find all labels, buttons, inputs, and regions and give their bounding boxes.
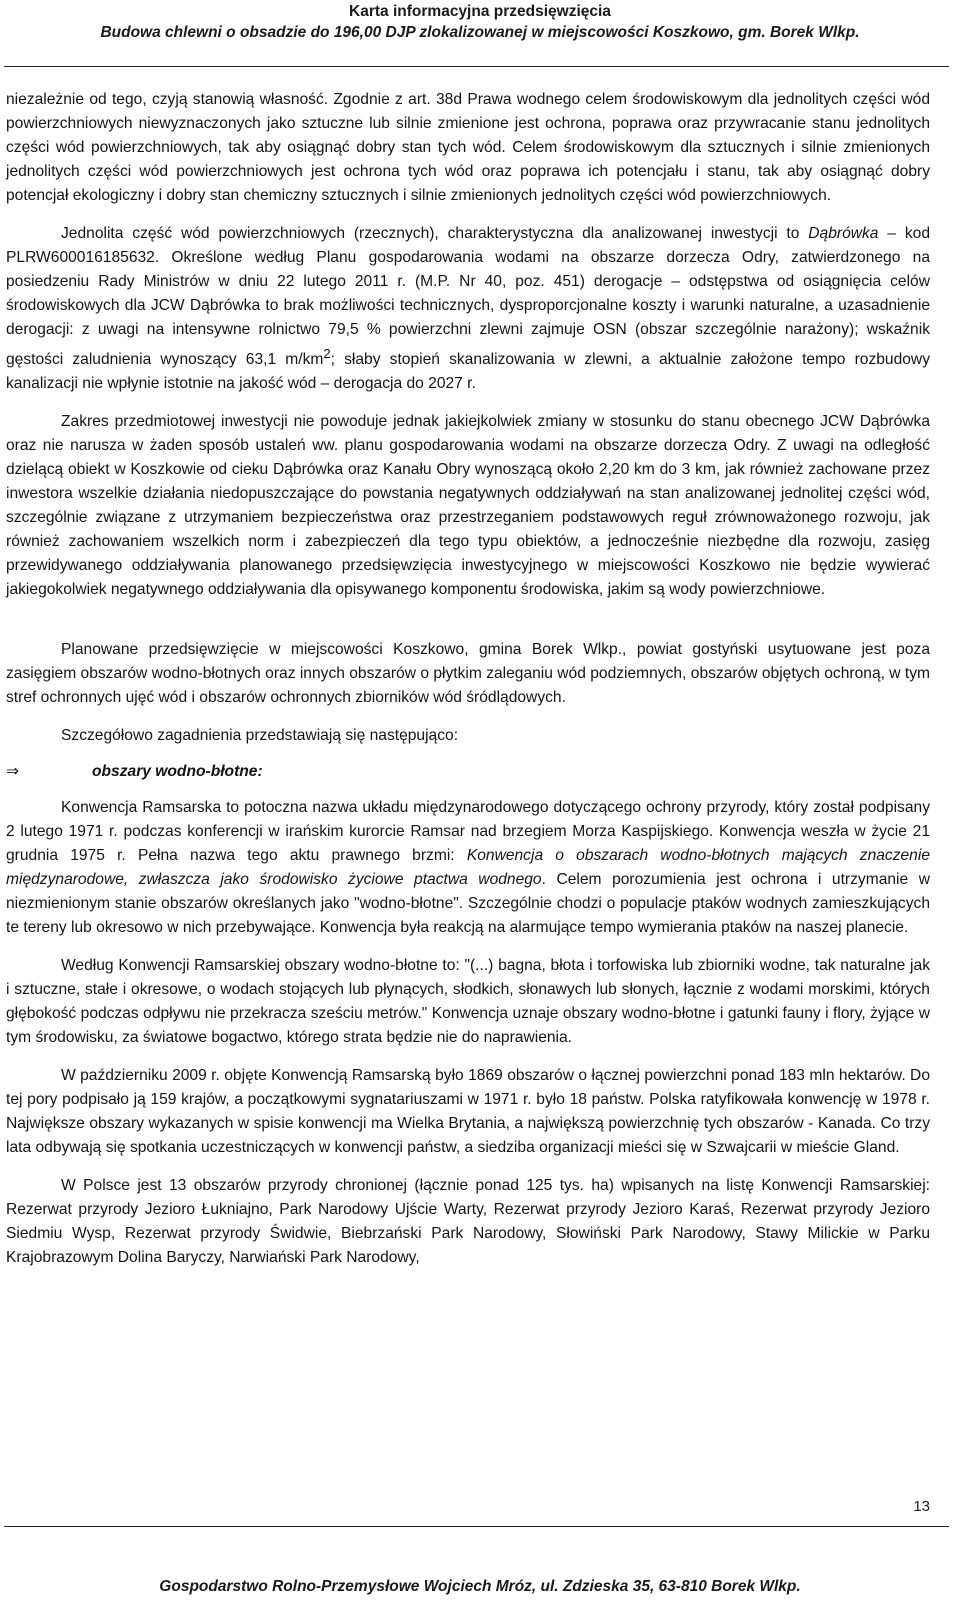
paragraph-poland-sites: W Polsce jest 13 obszarów przyrody chronionej (łącznie ponad 125 tys. ha) wpisanych na listę Konwencji Ramsarskiej: Rezerwat przyrody Jezioro Łukniajno, Park Narodowy Ujście Warty, Rezerwat przyrody Jezioro Karaś, Rezerwat przyrody Jezioro Siedmiu Wysp, Rezerwat przyrody Świdwie, Biebrzański Park Narodowy, Słowiński Park Narodowy, Stawy Milickie w Parku Krajobrazowym Dolina Baryczy, Narwiański Park Narodowy, bbox=[6, 1177, 930, 1267]
footer-divider bbox=[4, 1526, 949, 1527]
bullet-label: obszary wodno-błotne: bbox=[92, 763, 263, 781]
text-run: – kod PLRW600016185632. Określone według Planu gospodarowania wodami na obszarze dorzecza Odry, zatwierdzonego na posiedzeniu Rady Ministrów w dniu 22 lutego 2011 r. (M.P. Nr 40, poz. 451) derogacje – odstępstwa od osiągnięcia celów środowiskowych dla JCW Dąbrówka to brak możliwości technicznych, dysproporcjonalne koszty i warunki naturalne, a uzasadnienie derogacji: z uwagi na intensywne rolnictwo 79,5 % powierzchni zlewni zajmuje OSN (obszar szczególnie narażony); wskaźnik gęstości zaludnienia wynoszący 63,1 m/km bbox=[6, 225, 930, 369]
superscript: 2 bbox=[323, 346, 331, 361]
paragraph-dabrowka-derogation bbox=[6, 222, 930, 396]
header-title: Karta informacyjna przedsięwzięcia bbox=[349, 3, 611, 20]
text-run: . Celem porozumienia jest ochrona i utrzymanie w niezmienionym stanie obszarów określanych jako "wodno-błotne". Szczególnie chodzi o populacje ptaków wodnych zamieszkujących te tereny lub okresowo w nich przebywające. Konwencja była reakcją na alarmujące tempo wymierania ptaków na naszej planecie. bbox=[6, 871, 930, 937]
river-name: Dąbrówka bbox=[808, 225, 879, 242]
paragraph-ramsar-statistics: W październiku 2009 r. objęte Konwencją Ramsarską było 1869 obszarów o łącznej powierzchni ponad 183 mln hektarów. Do tej pory podpisało ją 159 krajów, a początkowymi sygnatariuszami w 1971 r. było 18 państw. Polska ratyfikowała konwencję w 1978 r. Największe obszary wykazanych w spisie konwencji ma Wielka Brytania, a największą powierzchnię tych obszarów - Kanada. Co trzy lata odbywają się spotkania uczestniczących w konwencji państw, a siedziba organizacji mieści się w Szwajcarii w mieście Gland. bbox=[6, 1067, 930, 1157]
page-header bbox=[0, 0, 960, 42]
paragraph-investment-scope: Zakres przedmiotowej inwestycji nie powoduje jednak jakiejkolwiek zmiany w stosunku do stanu obecnego JCW Dąbrówka oraz nie narusza w żaden sposób ustaleń ww. planu gospodarowania wodami na obszarze dorzecza Odry. Z uwagi na odległość dzielącą obiekt w Koszkowie od cieku Dąbrówka oraz Kanału Obry wynoszącą około 2,20 km do 3 km, jak również zachowane przez inwestora wszelkie działania niedopuszczające do powstania negatywnych oddziaływań na stan analizowanej jednolitej części wód, szczególnie związane z utrzymaniem bezpieczeństwa oraz przestrzeganiem podstawowych reguł zrównoważonego rozwoju, jak również zachowaniem wszelkich norm i zabezpieczeń dla tego typu obiektów, a jednocześnie niezbędne dla rozwoju, zasięg przewidywanego oddziaływania planowanego przedsięwzięcia inwestycyjnego w miejscowości Koszkowo nie będzie wywierać jakiegokolwiek negatywnego oddziaływania dla opisywanego komponentu środowiska, jakim są wody powierzchniowe. bbox=[6, 413, 930, 599]
convention-full-name: Konwencja o obszarach wodno-błotnych mających znaczenie międzynarodowe, zwłaszcza jako środowisko życiowe ptactwa wodnego bbox=[6, 847, 930, 889]
text-run: ; słaby stopień skanalizowania w zlewni, a aktualnie założone tempo rozbudowy kanalizacji nie wpłynie istotnie na jakość wód – derogacja do 2027 r. bbox=[6, 351, 930, 393]
page-number: 13 bbox=[913, 1498, 930, 1515]
header-divider bbox=[4, 66, 949, 67]
page-footer: Gospodarstwo Rolno-Przemysłowe Wojciech Mróz, ul. Zdzieska 35, 63-810 Borek Wlkp. bbox=[159, 1578, 801, 1595]
paragraph-water-objectives: niezależnie od tego, czyją stanowią własność. Zgodnie z art. 38d Prawa wodnego celem środowiskowym dla jednolitych części wód powierzchniowych niewyznaczonych jako sztuczne lub silnie zmienione jest ochrona, poprawa oraz przywracanie stanu jednolitych części wód powierzchniowych, tak aby osiągnąć dobry stan tych wód. Celem środowiskowym dla sztucznych i silnie zmienionych jednolitych części wód powierzchniowych jest ochrona tych wód oraz poprawa ich potencjału i stanu, tak aby osiągnąć dobry potencjał ekologiczny i dobry stan chemiczny sztucznych i silnie zmienionych jednolitych części wód powierzchniowych. bbox=[6, 91, 930, 204]
paragraph-ramsar-convention bbox=[6, 796, 930, 940]
double-arrow-icon: ⇒ bbox=[6, 763, 20, 781]
header-subtitle: Budowa chlewni o obsadzie do 196,00 DJP zlokalizowanej w miejscowości Koszkowo, gm. Borek Wlkp. bbox=[100, 24, 860, 41]
paragraph-ramsar-definition: Według Konwencji Ramsarskiej obszary wodno-błotne to: "(...) bagna, błota i torfowiska lub zbiorniki wodne, tak naturalne jak i sztuczne, stałe i okresowe, o wodach stojących lub płynących, słodkich, słonawych lub słonych, łącznie z wodami morskimi, których głębokość podczas odpływu nie przekracza sześciu metrów." Konwencja uznaje obszary wodno-błotne i gatunki fauny i flory, żyjące w tym środowisku, za światowe bogactwo, którego strata będzie nie do naprawienia. bbox=[6, 957, 930, 1047]
bullet-wetlands bbox=[6, 760, 930, 784]
paragraph-location: Planowane przedsięwzięcie w miejscowości Koszkowo, gmina Borek Wlkp., powiat gostyński usytuowane jest poza zasięgiem obszarów wodno-błotnych oraz innych obszarów o płytkim zaleganiu wód podziemnych, obszarów objętych ochroną, w tym stref ochronnych ujęć wód i obszarów ochronnych zbiorników wód śródlądowych. bbox=[6, 641, 930, 707]
text-run: Jednolita część wód powierzchniowych (rzecznych), charakterystyczna dla analizowanej inwestycji to bbox=[61, 225, 809, 242]
paragraph-details-intro: Szczegółowo zagadnienia przedstawiają się następująco: bbox=[61, 727, 459, 745]
text-run: Konwencja Ramsarska to potoczna nazwa układu międzynarodowego dotyczącego ochrony przyrody, który został podpisany 2 lutego 1971 r. podczas konferencji w irańskim kurorcie Ramsar nad brzegiem Morza Kaspijskiego. Konwencja weszła w życie 21 grudnia 1975 r. Pełna nazwa tego aktu prawnego brzmi: bbox=[6, 799, 930, 865]
document-body bbox=[6, 88, 930, 1270]
